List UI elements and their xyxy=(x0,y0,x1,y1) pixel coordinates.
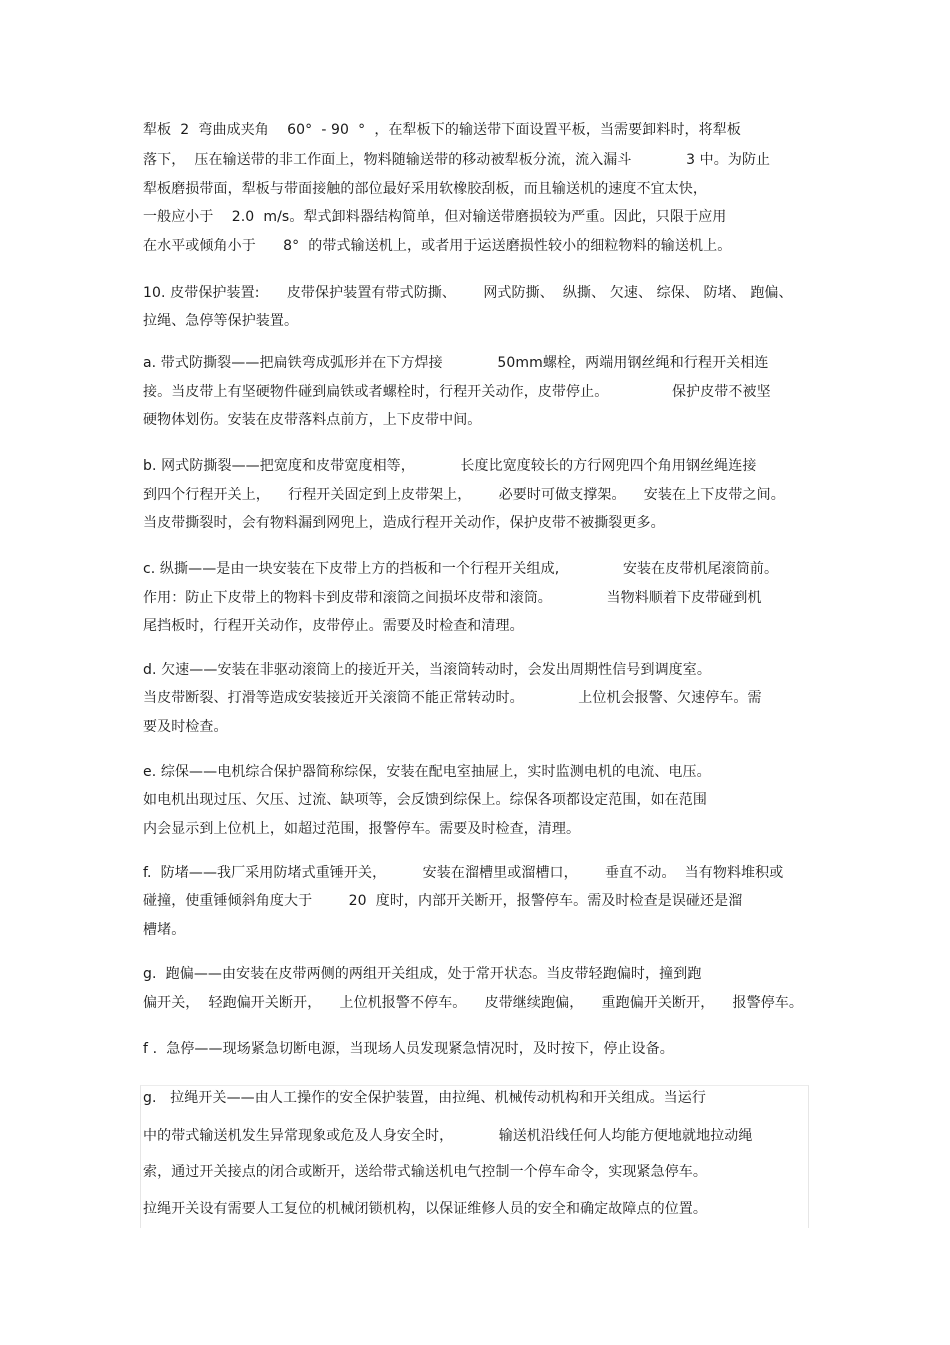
para-11-line-3: 索，通过开关接点的闭合或断开，送给带式输送机电气控制一个停车命令，实现紧急停车。 xyxy=(143,1164,707,1180)
para-6-line-1: d. 欠速——安装在非驱动滚筒上的接近开关，当滚筒转动时，会发出周期性信号到调度室。 xyxy=(143,662,711,678)
para-6-line-3: 要及时检查。 xyxy=(143,719,228,735)
para-8-line-2: 碰撞，使重锤倾斜角度大于 20 度时，内部开关断开，报警停车。需及时检查是误碰还是溜 xyxy=(143,893,743,909)
para-11-line-2: 中的带式输送机发生异常现象或危及人身安全时， 输送机沿线任何人均能方便地就地拉动绳 xyxy=(143,1128,753,1144)
para-10-line-1: f . 急停——现场紧急切断电源，当现场人员发现紧急情况时，及时按下，停止设备。 xyxy=(143,1041,674,1057)
para-1-line-3: 犁板磨损带面，犁板与带面接触的部位最好采用软橡胶刮板，而且输送机的速度不宜太快， xyxy=(143,181,707,197)
para-7-line-2: 如电机出现过压、欠压、过流、缺项等，会反馈到综保上。综保各项都设定范围，如在范围 xyxy=(143,792,707,808)
para-5-line-2: 作用：防止下皮带上的物料卡到皮带和滚筒之间损坏皮带和滚筒。 当物料顺着下皮带碰到机 xyxy=(143,590,762,606)
para-4-line-1: b. 网式防撕裂——把宽度和皮带宽度相等， 长度比宽度较长的方行网兜四个角用钢丝绳连接 xyxy=(143,458,757,474)
para-7-line-1: e. 综保——电机综合保护器简称综保，安装在配电室抽屉上，实时监测电机的电流、电压。 xyxy=(143,764,711,780)
para-4-line-3: 当皮带撕裂时，会有物料漏到网兜上，造成行程开关动作，保护皮带不被撕裂更多。 xyxy=(143,515,665,531)
para-1-line-1: 犁板 2 弯曲成夹角 60° - 90 ° ，在犁板下的输送带下面设置平板，当需要卸料时，将犁板 xyxy=(143,122,741,138)
para-1-line-4: 一般应小于 2.0 m/s。犁式卸料器结构简单，但对输送带磨损较为严重。因此，只限于应用 xyxy=(143,209,727,225)
para-1-line-5: 在水平或倾角小于 8° 的带式输送机上，或者用于运送磨损性较小的细粒物料的输送机上。 xyxy=(143,238,732,254)
para-8-line-3: 槽堵。 xyxy=(143,922,186,938)
para-3-line-3: 硬物体划伤。安装在皮带落料点前方，上下皮带中间。 xyxy=(143,412,482,428)
para-3-line-2: 接。当皮带上有坚硬物件碰到扁铁或者螺栓时，行程开关动作，皮带停止。 保护皮带不被坚 xyxy=(143,384,771,400)
para-4-line-2: 到四个行程开关上， 行程开关固定到上皮带架上， 必要时可做支撑架。 安装在上下皮带之间。 xyxy=(143,487,785,503)
para-1-line-2: 落下， 压在输送带的非工作面上，物料随输送带的移动被犁板分流，流入漏斗 3 中。为防止 xyxy=(143,152,771,168)
para-7-line-3: 内会显示到上位机上，如超过范围，报警停车。需要及时检查，清理。 xyxy=(143,821,581,837)
para-2-line-1: 10. 皮带保护装置: 皮带保护装置有带式防撕、 网式防撕、 纵撕、 欠速、 综保、 防堵、 跑偏、 xyxy=(143,285,793,301)
para-11-line-4: 拉绳开关设有需要人工复位的机械闭锁机构，以保证维修人员的安全和确定故障点的位置。 xyxy=(143,1201,707,1217)
para-5-line-1: c. 纵撕——是由一块安装在下皮带上方的挡板和一个行程开关组成, 安装在皮带机尾滚筒前。 xyxy=(143,561,779,577)
para-3-line-1: a. 带式防撕裂——把扁铁弯成弧形并在下方焊接 50mm螺栓，两端用钢丝绳和行程开关相连 xyxy=(143,355,769,371)
para-8-line-1: f. 防堵——我厂采用防堵式重锤开关， 安装在溜槽里或溜槽口， 垂直不动。 当有物料堆积或 xyxy=(143,865,784,881)
para-11-line-1: g. 拉绳开关——由人工操作的安全保护装置，由拉绳、机械传动机构和开关组成。当运行 xyxy=(143,1090,706,1106)
para-2-line-2: 拉绳、急停等保护装置。 xyxy=(143,313,299,329)
para-9-line-1: g. 跑偏——由安装在皮带两侧的两组开关组成，处于常开状态。当皮带轻跑偏时，撞到跑 xyxy=(143,966,702,982)
para-9-line-2: 偏开关， 轻跑偏开关断开， 上位机报警不停车。 皮带继续跑偏， 重跑偏开关断开， 报警停车。 xyxy=(143,995,804,1011)
para-6-line-2: 当皮带断裂、打滑等造成安装接近开关滚筒不能正常转动时。 上位机会报警、欠速停车。需 xyxy=(143,690,762,706)
para-5-line-3: 尾挡板时，行程开关动作，皮带停止。需要及时检查和清理。 xyxy=(143,618,524,634)
